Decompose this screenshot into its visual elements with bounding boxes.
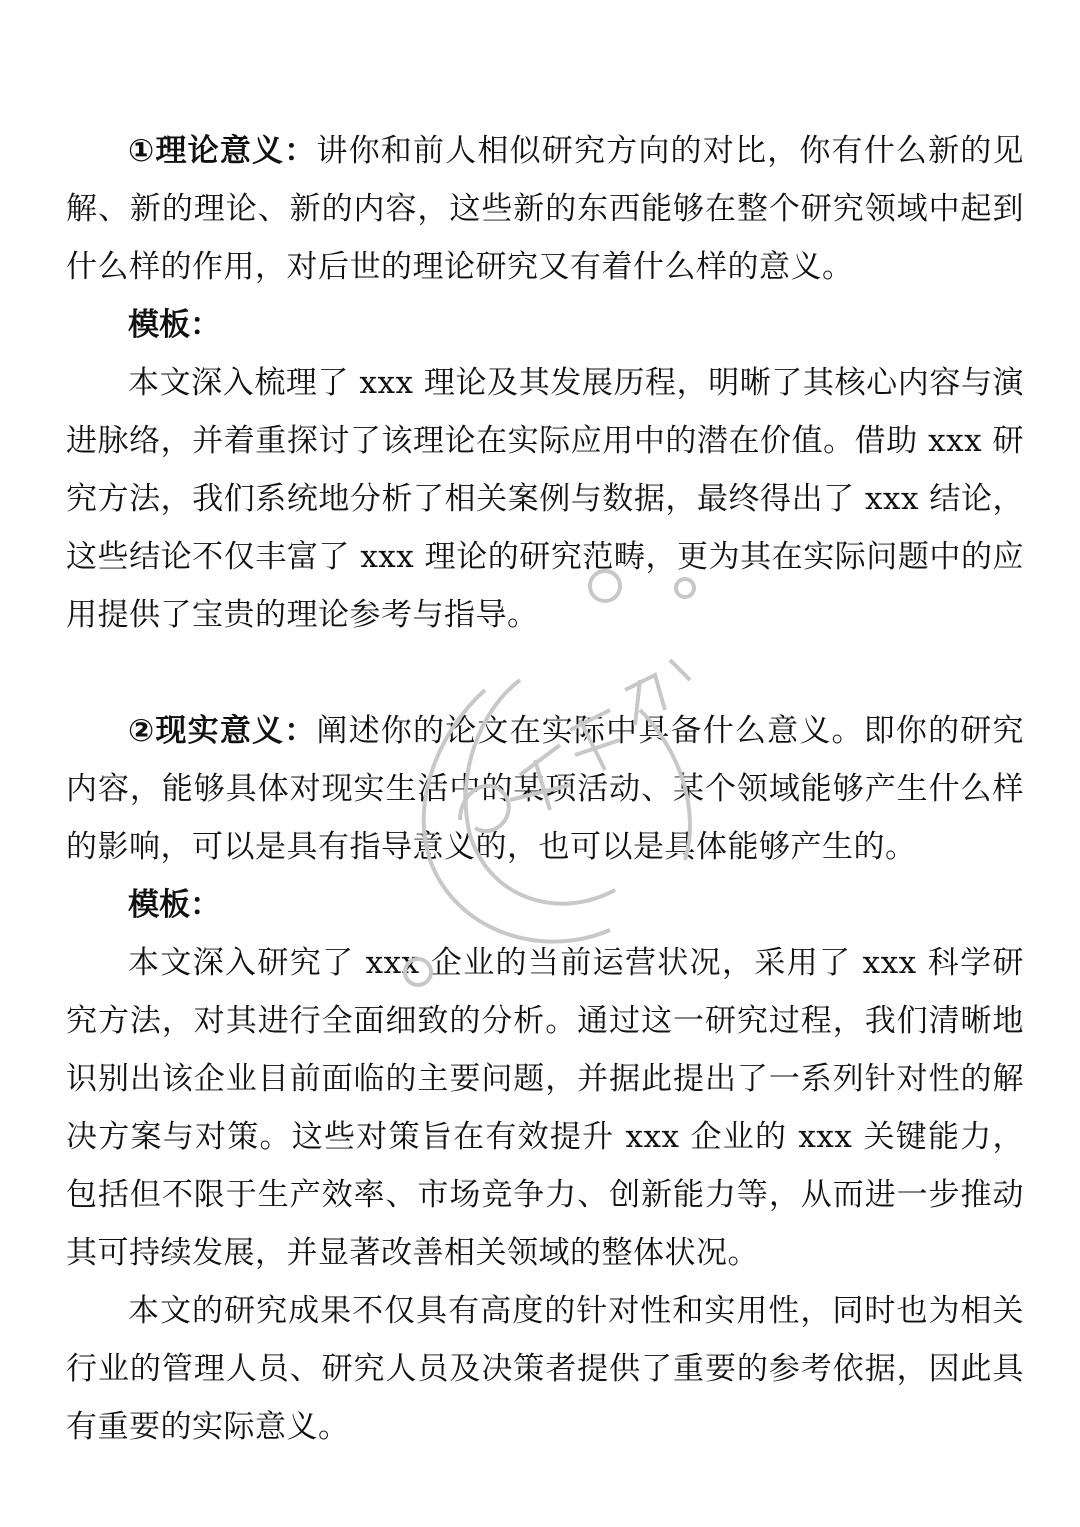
section-gap <box>66 644 1024 702</box>
section1-paragraph <box>66 122 1024 296</box>
section2-heading: ②现实意义： <box>128 713 317 749</box>
section2-paragraph <box>66 702 1024 876</box>
section1-text: 讲你和前人相似研究方向的对比，你有什么新的见解、新的理论、新的内容，这些新的东西能够在整个研究领域中起到什么样的作用，对后世的理论研究又有着什么样的意义。 <box>66 133 1025 285</box>
section2-text: 阐述你的论文在实际中具备什么意义。即你的研究内容，能够具体对现实生活中的某项活动、某个领域能够产生什么样的影响，可以是具有指导意义的，也可以是具体能够产生的。 <box>66 713 1025 865</box>
section2-template-label: 模板： <box>128 887 221 923</box>
section2-template-text-1: 本文深入研究了 xxx 企业的当前运营状况，采用了 xxx 科学研究方法，对其进行全面细致的分析。通过这一研究过程，我们清晰地识别出该企业目前面临的主要问题，并据此提出了一系列针对性的解决方案与对策。这些对策旨在有效提升 xxx 企业的 xxx 关键能力，包括但不限于生产效率、市场竞争力、创新能力等，从而进一步推动其可持续发展，并显著改善相关领域的整体状况。 <box>66 945 1024 1271</box>
section2-template-text-2: 本文的研究成果不仅具有高度的针对性和实用性，同时也为相关行业的管理人员、研究人员及决策者提供了重要的参考依据，因此具有重要的实际意义。 <box>66 1293 1024 1445</box>
section1-heading: ①理论意义： <box>128 133 317 169</box>
section1-template-text: 本文深入梳理了 xxx 理论及其发展历程，明晰了其核心内容与演进脉络，并着重探讨了该理论在实际应用中的潜在价值。借助 xxx 研究方法，我们系统地分析了相关案例与数据，最终得出了 xxx 结论，这些结论不仅丰富了 xxx 理论的研究范畴，更为其在实际问题中的应用提供了宝贵的理论参考与指导。 <box>66 365 1024 633</box>
section1-template-label: 模板： <box>128 307 221 343</box>
